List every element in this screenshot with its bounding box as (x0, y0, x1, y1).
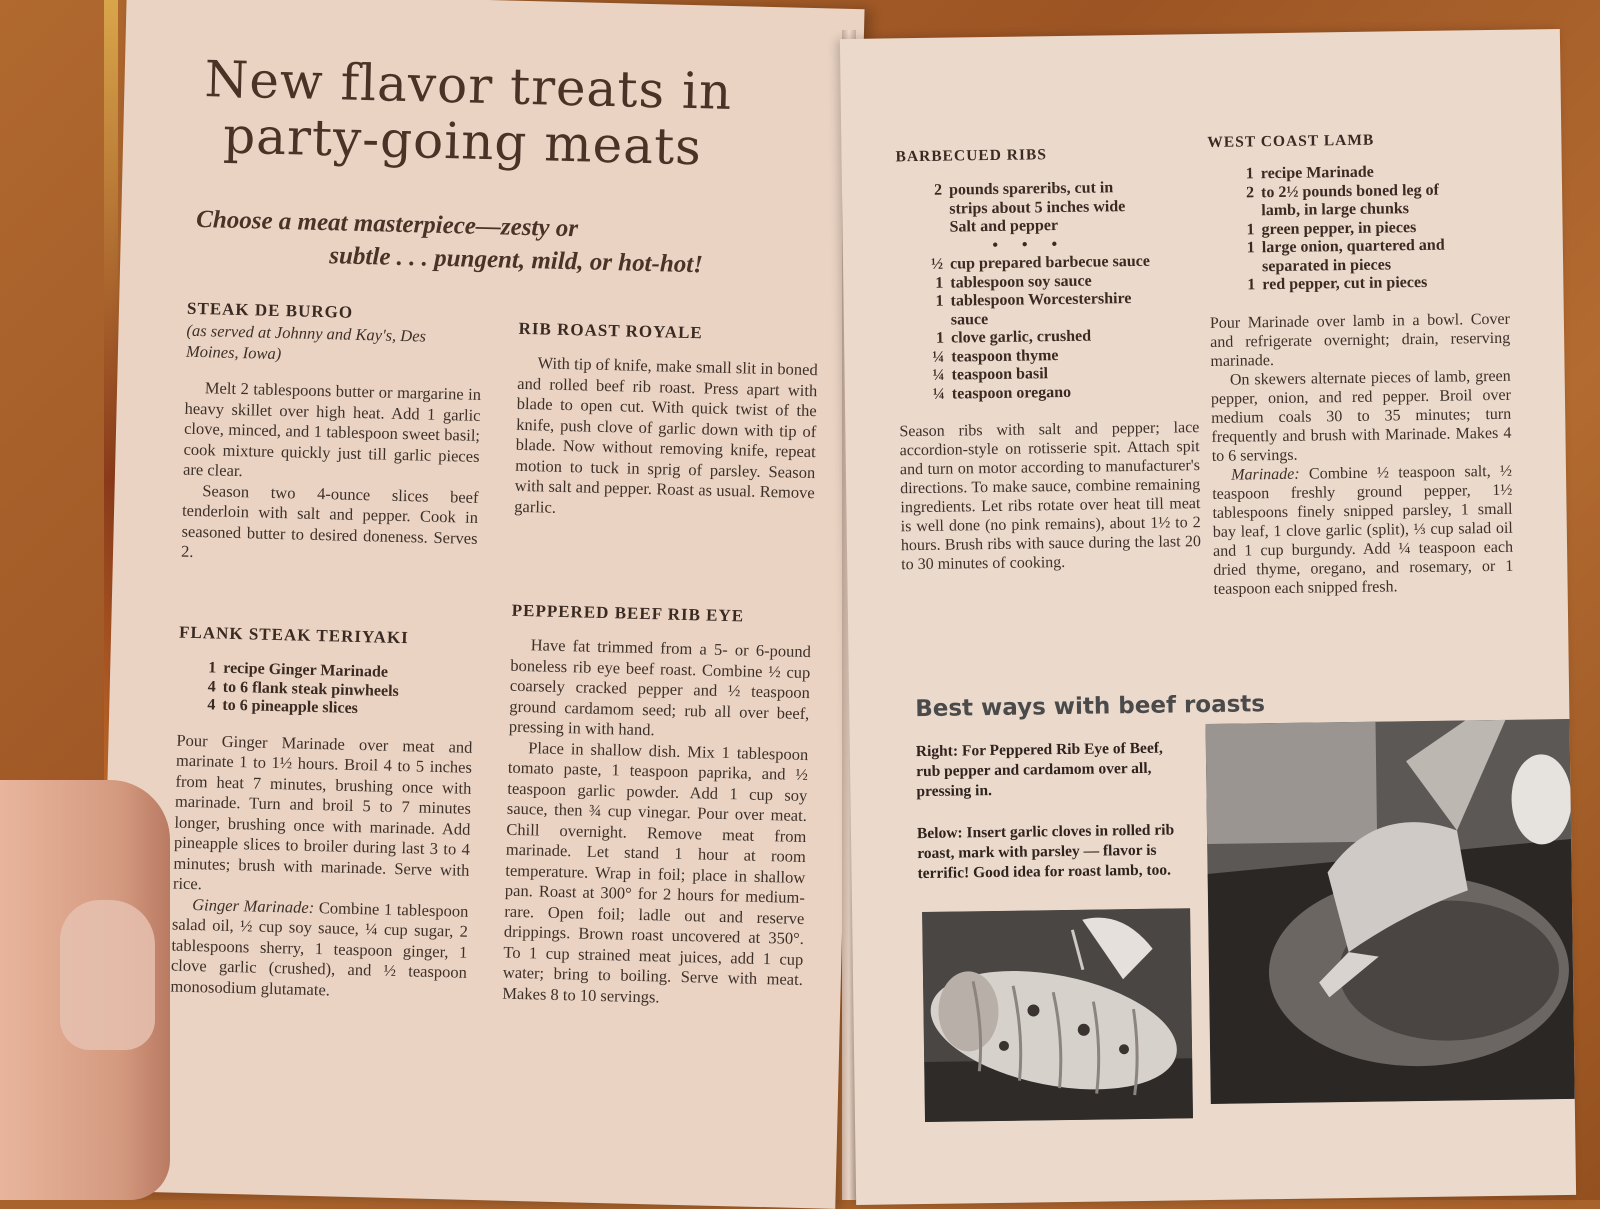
ingredient-item: 1 recipe Marinade (1245, 163, 1374, 183)
ingredient-item: Salt and pepper (949, 217, 1059, 236)
ingredient-item: 2 to 2½ pounds boned leg of lamb, in large chunks (1245, 181, 1440, 220)
ingredient-item: 4 to 6 flank steak pinwheels (207, 677, 399, 700)
recipe-body: Melt 2 tablespoons butter or margarine in heavy skillet over high heat. Add 1 garlic clove, minced, and 1 tablespoon sweet basil; cook mixture quickly just till garlic pieces are clear. Season two 4-ounce slices beef tenderloin with salt and pepper. Cook in seasoned butter to desired doneness. Serves 2. (180, 378, 482, 561)
recipe-steak-de-burgo (181, 299, 483, 570)
recipe-title: FLANK STEAK TERIYAKI (178, 622, 410, 648)
recipe-body: Pour Marinade over lamb in a bowl. Cover and refrigerate overnight; drain, reserving marinade. On skewers alternate pieces of lamb, green pepper, onion, and red pepper. Broil over medium coals 30 to 35 minutes; turn frequently and brush with Marinade. Makes 4 to 6 servings. Marinade: Combine ½ teaspoon salt, ½ teaspoon freshly ground pepper, 1½ tablespoons finely snipped parsley, 1 small bay leaf, 1 clove garlic (split), ⅓ cup salad oil and 1 cup burgundy. Add ¼ teaspoon each dried thyme, oregano, and rosemary, or 1 teaspoon each snipped fresh. (1209, 310, 1514, 598)
recipe-west-coast-lamb (1207, 130, 1513, 599)
recipe-note: (as served at Johnny and Kay's, Des Moines, Iowa) (185, 320, 427, 363)
photo-caption-right: Right: For Peppered Rib Eye of Beef, rub pepper and cardamom over all, pressing in. (915, 739, 1163, 801)
photo-peppered-rib-eye (1205, 719, 1574, 1104)
recipe-title: BARBECUED RIBS (895, 146, 1048, 166)
right-page (840, 29, 1576, 1205)
ingredient-item: ¼ teaspoon thyme (932, 346, 1059, 366)
ingredient-item: 1 green pepper, in pieces (1246, 218, 1417, 238)
recipe-barbecued-ribs (895, 144, 1201, 574)
recipe-body: Have fat trimmed from a 5- or 6-pound boneless rib eye beef roast. Combine ½ cup coarsely cracked pepper and ½ teaspoon ground cardamom seed; rub all over beef, pressing in with hand. Place in shallow dish. Mix 1 tablespoon tomato paste, 1 teaspoon paprika, and ½ teaspoon garlic powder. Add 1 cup soy sauce, then ¾ cup vinegar. Pour over meat. Chill overnight. Remove meat from marinade. Let stand 1 hour at room temperature. Wrap in foil; place in shallow pan. Roast at 300° for 2 hours for medium-rare. Open foil; ladle out and reserve drippings. Brown roast uncovered at 350°. To 1 cup strained meat juices, add 1 cup water; bring to boiling. Serve with meat. Makes 8 to 10 servings. (502, 635, 812, 1006)
ingredient-item: 4 to 6 pineapple slices (207, 696, 359, 718)
recipe-body: With tip of knife, make small slit in boned and rolled beef rib roast. Press apart with blade to open cut. With quick twist of the knife, push clove of garlic down with tip of blade. Now without removing knife, repeat motion to tuck in sprig of parsley. Season with salt and pepper. Roast as usual. Remove garlic. (514, 353, 818, 517)
ingredient-list (904, 179, 1157, 404)
ingredient-item: 1 clove garlic, crushed (935, 327, 1092, 347)
ingredient-item: ¼ teaspoon oregano (932, 383, 1072, 403)
recipe-title: RIB ROAST ROYALE (518, 318, 703, 343)
recipe-title: PEPPERED BEEF RIB EYE (511, 600, 745, 626)
ingredient-item: 1 recipe Ginger Marinade (208, 659, 389, 681)
recipe-body: Season ribs with salt and pepper; lace accordion-style on rotisserie spit. Attach spit and turn on motor according to manufacturer's directions. To make sauce, combine remaining ingredients. Let ribs rotate over heat till meat is well done (no pink remains), about 1½ to 2 hours. Brush ribs with sauce during the last 20 to 30 minutes of cooking. (899, 419, 1202, 574)
photo-caption-below: Below: Insert garlic cloves in rolled rib roast, mark with parsley — flavor is terrific! Good idea for roast lamb, too. (916, 821, 1175, 883)
left-page (97, 0, 864, 1209)
ingredient-item: ½ cup prepared barbecue sauce (930, 252, 1151, 273)
ingredient-item: ¼ teaspoon basil (932, 365, 1049, 384)
ingredient-item: 1 tablespoon Worcestershire sauce (935, 290, 1132, 329)
reader-thumbnail-nail (60, 900, 155, 1050)
ingredient-item: 1 tablespoon soy sauce (935, 272, 1092, 292)
ingredient-item: 1 large onion, quartered and separated in pieces (1246, 236, 1445, 275)
recipe-body: Pour Ginger Marinade over meat and marinate 1 to 1½ hours. Broil 4 to 5 inches from heat 7 minutes, brushing once with marinade. Turn and broil 5 to 7 minutes longer, brushing once with marinade. Add pineapple slices to broiler during last 3 to 4 minutes; brush with marinade. Serve with rice. Ginger Marinade: Combine 1 tablespoon salad oil, ½ cup soy sauce, ¼ cup sugar, 2 tablespoons sherry, 1 teaspoon ginger, 1 clove garlic (crushed), and ½ teaspoon monosodium glutamate. (170, 730, 473, 999)
photo-rolled-rib-roast-drawing (922, 908, 1193, 1122)
ingredient-item: 1 red pepper, cut in pieces (1247, 273, 1428, 294)
ingredient-list (177, 659, 408, 720)
section-heading: Best ways with beef roasts (915, 691, 1266, 723)
ingredient-separator: • • • (992, 235, 1068, 254)
ingredient-item: 2 pounds spareribs, cut in strips about 5 inches wide (933, 179, 1126, 218)
recipe-flank-steak-teriyaki (170, 623, 475, 1004)
ingredient-list (1216, 162, 1468, 295)
recipe-rib-roast-royale (514, 319, 819, 524)
photo-peppered-rib-eye-drawing (1205, 719, 1574, 1104)
recipe-title: WEST COAST LAMB (1207, 131, 1375, 151)
page-headline: New flavor treats in party-going meats (203, 50, 733, 177)
photo-rolled-rib-roast (922, 908, 1193, 1122)
page-subhead: Choose a meat masterpiece—zesty or subtle . . . pungent, mild, or hot-hot! (195, 205, 704, 279)
recipe-title: STEAK DE BURGO (186, 298, 354, 322)
recipe-peppered-beef-rib-eye (502, 601, 812, 1011)
